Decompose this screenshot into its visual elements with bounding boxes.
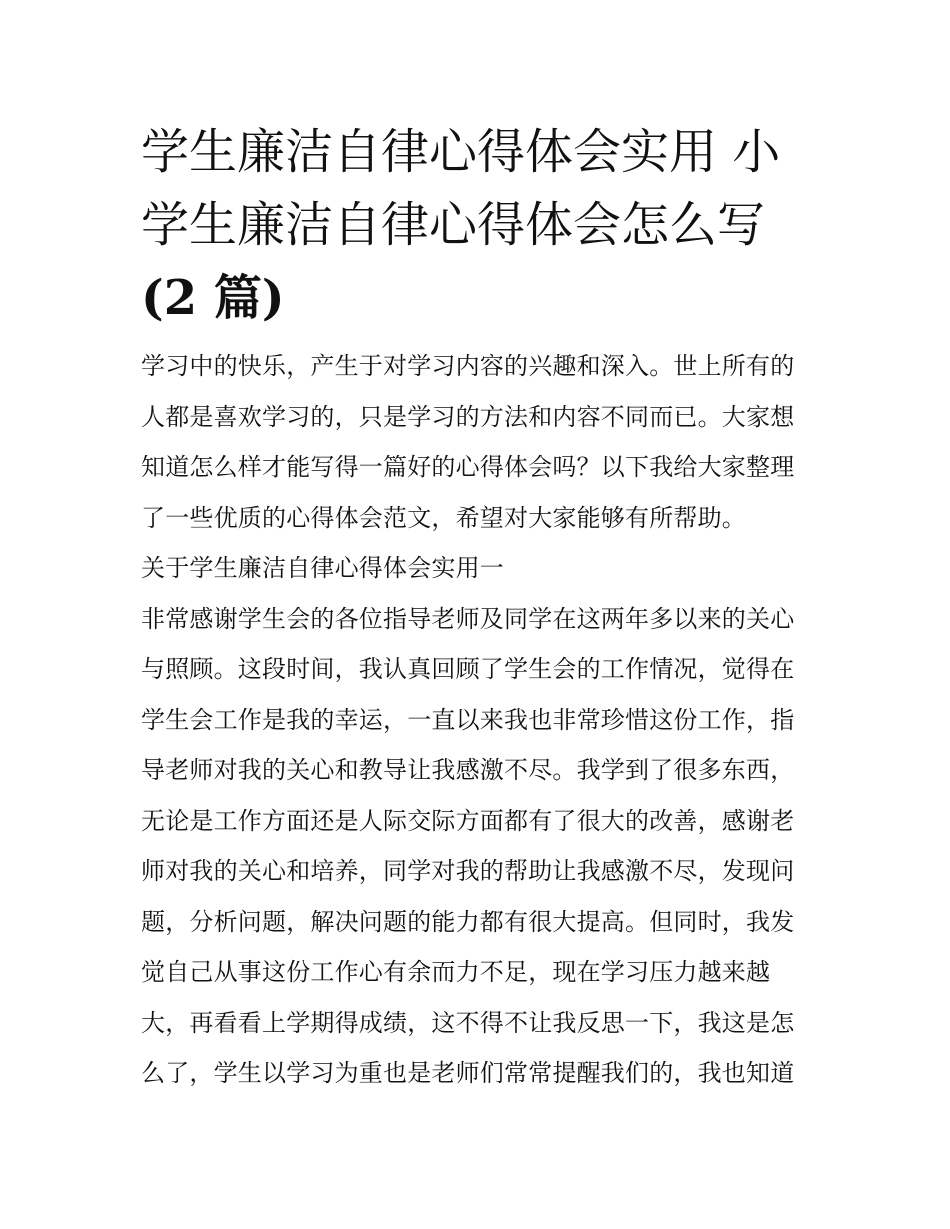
title-line: 学生廉洁自律心得体会实用 小 — [141, 124, 781, 180]
paragraph-line: 知道怎么样才能写得一篇好的心得体会吗？以下我给大家整理 — [141, 453, 795, 481]
paragraph-line: 大，再看看上学期得成绩，这不得不让我反思一下，我这是怎 — [141, 1008, 795, 1037]
section-heading: 关于学生廉洁自律心得体会实用一 — [141, 554, 504, 582]
title-line: (2 篇) — [141, 270, 285, 326]
paragraph-line: 导老师对我的关心和教导让我感激不尽。我学到了很多东西， — [141, 756, 795, 784]
paragraph-line: 题，分析问题，解决问题的能力都有很大提高。但同时，我发 — [141, 907, 795, 936]
paragraph-line: 么了，学生以学习为重也是老师们常常提醒我们的，我也知道 — [141, 1059, 795, 1087]
paragraph-line: 了一些优质的心得体会范文，希望对大家能够有所帮助。 — [141, 503, 746, 532]
paragraph-line: 非常感谢学生会的各位指导老师及同学在这两年多以来的关心 — [141, 604, 795, 633]
paragraph-line: 觉自己从事这份工作心有余而力不足，现在学习压力越来越 — [141, 958, 771, 986]
body-paragraph — [141, 594, 813, 1099]
document-title — [141, 116, 813, 335]
paragraph-line: 与照顾。这段时间，我认真回顾了学生会的工作情况，觉得在 — [141, 655, 795, 683]
title-line: 学生廉洁自律心得体会怎么写 — [141, 197, 766, 253]
intro-paragraph — [141, 341, 813, 543]
paragraph-line: 学生会工作是我的幸运，一直以来我也非常珍惜这份工作，指 — [141, 705, 795, 734]
paragraph-line: 师对我的关心和培养，同学对我的帮助让我感激不尽，发现问 — [141, 857, 795, 885]
paragraph-line: 无论是工作方面还是人际交际方面都有了很大的改善，感谢老 — [141, 806, 795, 835]
document-page — [141, 116, 813, 1099]
paragraph-line: 学习中的快乐，产生于对学习内容的兴趣和深入。世上所有的 — [141, 352, 795, 380]
paragraph-line: 人都是喜欢学习的，只是学习的方法和内容不同而已。大家想 — [141, 402, 795, 431]
